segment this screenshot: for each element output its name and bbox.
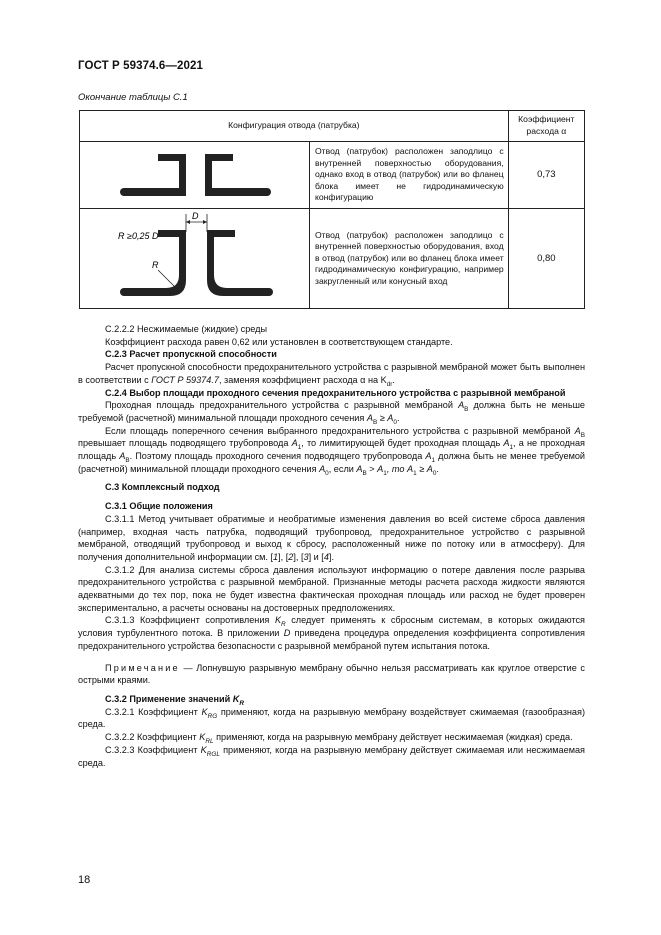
row1-description: Отвод (патрубок) расположен заподлицо с внутренней поверхностью оборудования, однако вход в отвод (патрубок) или во фланец блока имеет не гидродинамическую конфигурацию [310,142,509,209]
c24-paragraph-2 [78,425,585,476]
c313-paragraph [78,614,585,652]
c24-p2-cond2-sub: 1 [413,469,417,477]
c321-paragraph [78,706,585,731]
c32-k-sub: R [239,699,244,707]
c321-a: С.3.2.1 Коэффициент [105,706,202,717]
c23-end: . [392,374,395,385]
c24-p2-cond2-rhs: A [426,463,433,474]
c24-p2-f: должна быть не менее требуемой (расчетной) минимальной площади проходного сечения [78,451,586,474]
c313-appendix: D [283,628,291,639]
c323-paragraph [78,744,585,769]
c222-title: С.2.2.2 Несжимаемые (жидкие) среды [105,324,268,334]
c24-p1-a0-sub: 0 [393,418,397,426]
c24-p2-a0: A [319,463,326,474]
c23-subscript: dr [386,380,393,388]
c312-paragraph: С.3.1.2 Для анализа системы сброса давления используют информацию о потере давления после разрыва предохранительного устройства с разрывной мембраной. Признанные методы расчета расхода жидкости являются адекватными до тех пор, пока не будет известна фактическая проходная площадь или расход не будет проверен экспериментально, а расчеты основаны на достоверных предположениях. [78,564,585,613]
c222-text: Коэффициент расхода равен 0,62 или установлен в соответствующем стандарте. [105,336,453,347]
radius-leader-line [158,270,174,286]
vessel-wall-right-end [267,188,271,196]
c311-sep-2: ], [ [293,551,304,562]
note-text: — Лопнувшую разрывную мембрану обычно нельзя рассматривать как круглое отверстие с острыми краями. [78,662,585,686]
table-header-row [80,111,585,142]
row2-coefficient-value: 0,80 [508,209,584,309]
coefficient-header-line1: Коэффициент [518,114,575,125]
c311-sep-1: ], [ [278,551,289,562]
c313-k-sub: R [281,621,286,629]
c23-text-b: , заменяя коэффициент расхода α на K [218,374,387,385]
c311-ref-2: 2 [288,551,294,562]
c313-c: приведена процедура определения коэффициента сопротивления предохранительного устройства безопасности с разрывной мембраной путем испытания потока. [78,628,585,651]
c24-p1-ab: A [458,400,465,411]
c32-heading [78,693,585,706]
c24-paragraph-1 [78,399,585,424]
c24-p2-a: Если площадь поперечного сечения выбранного предохранительного устройства с разрывной мембраной [105,425,575,436]
right-pipe-top-wall [205,154,233,161]
c322-a: С.3.2.2 Коэффициент [105,732,200,743]
c24-p2-ab2-sub: B [125,456,130,464]
table-caption: Окончание таблицы С.1 [78,92,188,103]
c24-p1-a: Проходная площадь предохранительного устройства с разрывной мембраной [105,400,459,411]
c322-k-sub: RL [205,737,214,745]
c24-p2-cond2: A [407,463,414,474]
c24-p2-a1b-sub: 1 [509,444,514,452]
c32-k: K [232,693,240,704]
c24-p1-b: должна быть не меньше требуемой (расчетной) минимальной площади проходного сечения [78,400,585,423]
c24-p2-ab-sub: B [580,431,585,439]
c323-a: С.3.2.3 Коэффициент [105,744,201,755]
row1-coefficient-value: 0,73 [508,142,584,209]
c24-p1-expr: A [366,412,373,423]
c24-p1-a0: A [387,412,394,423]
c24-p1-ab-sub: B [464,406,469,414]
c24-p2-end: . [436,463,439,474]
document-body [78,323,585,769]
c313-a: С.3.1.3 Коэффициент сопротивления [105,615,275,626]
c24-p2-g: , если [328,463,357,474]
c24-heading: С.2.4 Выбор площади проходного сечения предохранительного устройства с разрывной мембраной [105,387,566,398]
c24-p2-cond2-rel: ≥ [416,463,427,474]
document-header: ГОСТ Р 59374.6—2021 [78,60,203,72]
vessel-wall-right-rounded [207,262,269,296]
c24-p2-a1: A [291,438,298,449]
c23-paragraph [78,361,585,386]
configuration-header-text: Конфигурация отвода (патрубка) [228,120,360,131]
c32-heading-text: С.3.2 Применение значений [105,693,233,704]
coefficient-table [79,110,585,309]
right-pipe-top-wall [207,230,235,237]
rounded-nozzle-figure-cell [80,209,310,309]
page-number: 18 [78,874,91,886]
c24-p2-b: превышает площадь подводящего трубопровода [78,438,292,449]
c321-b: применяют, когда на разрывную мембрану воздействует сжимаемая (газообразная) среда. [78,706,585,730]
configuration-column-header [80,111,509,142]
vessel-wall-right-end [269,288,273,296]
c321-k: K [201,706,208,717]
c24-p2-cond2-rhs-sub: 0 [432,469,437,477]
note-paragraph [78,662,585,687]
c313-b: следует применять к сбросным системам, в которых ожидаются условия турбулентного потока. В приложении [78,615,585,639]
note-label: Примечание [105,662,180,673]
row2-description: Отвод (патрубок) расположен заподлицо с внутренней поверхностью оборудования, вход в отвод (патрубок) или во фланец блока имеет гидродинамическую конфигурацию, например закругленный или конусный вход [310,209,509,309]
c23-text-a: Расчет пропускной способности предохранительного устройства с разрывной мембраной может быть выполнен в соответствии с [78,362,585,385]
c24-p1-rel: ≥ [377,412,388,423]
c311-sep-3: ] и [ [308,551,324,562]
c3-heading: С.3 Комплексный подход [105,482,220,493]
coefficient-header-line2: расхода α [526,126,567,136]
c24-p1-expr-sub: B [372,418,378,426]
c24-p2-to: , то [386,463,408,474]
sharp-nozzle-figure-cell [80,142,310,209]
sharp-edged-nozzle-figure [80,142,309,208]
c23-heading: С.2.3 Расчет пропускной способности [105,349,277,360]
c24-p2-a1c: A [425,451,432,462]
c322-paragraph [78,731,585,744]
c24-p2-cond1-sub: B [362,469,367,477]
c311-paragraph [78,513,585,564]
c24-p2-a1b: A [503,438,510,449]
c23-reference: ГОСТ Р 59374.7 [151,374,219,385]
c24-p2-ab2: A [119,451,126,462]
c24-p2-a0-sub: 0 [325,469,329,477]
vessel-wall-left-end [120,188,124,196]
radius-condition-label: R ≥0,25 D [118,230,159,241]
c311-ref-3: 3 [303,551,309,562]
c24-p2-cond1-rhs: A [377,463,384,474]
c322-k: K [199,732,206,743]
coefficient-column-header [508,111,584,142]
radius-label: R [152,259,159,270]
c24-p2-cond1-rhs-sub: 1 [383,469,387,477]
c321-k-sub: RG [207,712,218,720]
c24-p2-cond1: A [356,463,363,474]
c31-heading: С.3.1 Общие положения [105,501,213,512]
c323-b: применяют, когда на разрывную мембрану действует сжимаемая или несжимаемая среда. [78,744,585,768]
vessel-wall-left-end [120,288,124,296]
c24-p2-cond1-rel: > [366,463,378,474]
c24-p2-ab: A [574,425,581,436]
rounded-inlet-nozzle-figure [80,210,309,308]
c24-p1-end: . [396,412,400,423]
c24-p2-a1-sub: 1 [297,444,302,452]
c313-k: K [274,615,282,626]
c323-k-sub: RGL [206,750,220,758]
diameter-label: D [192,210,199,221]
c311-ref-1: 1 [273,551,279,562]
c322-b: применяют, когда на разрывную мембрану действует несжимаемая (жидкая) среда. [213,732,573,743]
c24-p2-c: , то лимитирующей будет проходная площадь [301,438,504,449]
c24-p2-a1c-sub: 1 [431,456,436,464]
vessel-wall-left [124,188,186,196]
c323-k: K [200,744,207,755]
left-pipe-side-wall [179,154,186,192]
c311-ref-4: 4 [323,551,329,562]
c311-sep-4: ]. [328,551,334,562]
c24-p2-e: . Поэтому площадь проходного сечения подводящего трубопровода [129,451,426,462]
c24-p2-d: , а не проходная площадь [78,438,585,462]
table-row [80,209,585,309]
vessel-wall-right [205,188,267,196]
c311-text: С.3.1.1 Метод учитывает обратимые и необратимые изменения давления во всей системе сброса давления (например, входная часть патрубка, подводящий трубопровод, предохранительное устройство с разрывной мембраной, отводящий трубопровод и выход к сбросу, расположенный ниже по потоку или в атмосферу). Для получения дополнительной информации см. [ [78,513,585,562]
table-row [80,142,585,209]
